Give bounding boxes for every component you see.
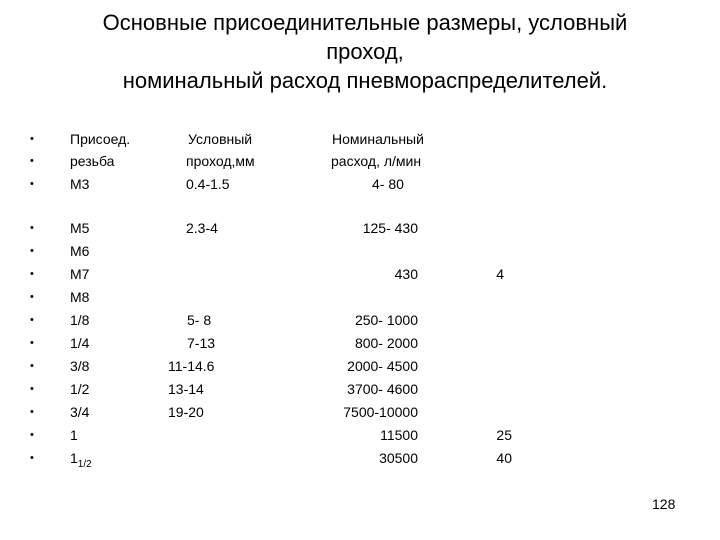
thread-size-cell: резьба — [70, 153, 115, 169]
nominal-bore-cell: 4 — [496, 266, 504, 282]
thread-size-cell: M5 — [70, 220, 90, 236]
thread-size-cell: M8 — [70, 289, 90, 305]
page-number: 128 — [652, 496, 676, 512]
thread-size-cell: 1/2 — [70, 381, 90, 397]
nominal-flow-cell: 30500 — [379, 450, 418, 466]
nominal-bore-cell: 5- 8 — [187, 312, 212, 328]
nominal-flow-cell: расход, л/мин — [331, 153, 422, 169]
bullet-icon: • — [30, 133, 34, 145]
thread-size-cell: M3 — [70, 176, 90, 192]
list-item — [0, 263, 720, 285]
thread-size-subscript: 1/2 — [77, 459, 92, 470]
nominal-flow-cell: 11500 — [380, 427, 418, 443]
nominal-flow-cell: 2000- 4500 — [347, 358, 418, 374]
bullet-icon: • — [30, 222, 34, 234]
list-item — [0, 240, 720, 262]
list-item — [0, 286, 720, 308]
bullet-icon: • — [30, 429, 34, 441]
nominal-bore-cell: проход,мм — [186, 153, 255, 169]
list-item — [0, 173, 720, 195]
list-item — [0, 401, 720, 423]
list-item — [0, 332, 720, 354]
bullet-icon: • — [30, 452, 34, 464]
nominal-flow-cell: 3700- 4600 — [347, 381, 418, 397]
nominal-flow-cell: 7500-10000 — [343, 404, 418, 420]
bullet-icon: • — [30, 178, 34, 190]
nominal-bore-cell: 11-14.6 — [168, 358, 215, 374]
list-item — [0, 217, 720, 239]
thread-size-cell: 1/8 — [70, 312, 90, 328]
nominal-bore-cell: 13-14 — [168, 381, 204, 397]
title-line-1: Основные присоединительные размеры, условный — [102, 10, 628, 35]
nominal-flow-cell: 800- 2000 — [354, 335, 418, 351]
thread-size-cell: 1/4 — [70, 335, 90, 351]
nominal-flow-cell: 250- 1000 — [354, 312, 418, 328]
bullet-icon: • — [30, 291, 34, 303]
list-item — [0, 309, 720, 331]
nominal-bore-cell: 7-13 — [187, 335, 216, 351]
list-item — [0, 378, 720, 400]
list-item — [0, 128, 720, 150]
list-item — [0, 424, 720, 446]
title-line-3: номинальный расход пневмораспределителей. — [122, 68, 608, 93]
nominal-bore-cell: 19-20 — [168, 404, 204, 420]
bullet-icon: • — [30, 155, 34, 167]
thread-size-cell: M6 — [70, 243, 90, 259]
list-item — [0, 447, 720, 469]
nominal-bore-cell: 25 — [496, 427, 512, 443]
bullet-icon: • — [30, 245, 34, 257]
thread-size-cell: 1 — [70, 427, 78, 443]
bullet-icon: • — [30, 383, 34, 395]
list-item — [0, 150, 720, 172]
nominal-flow-cell: 125- 430 — [362, 220, 418, 236]
slide-title — [40, 8, 690, 95]
nominal-bore-cell: 40 — [496, 450, 512, 466]
thread-size-cell: 3/8 — [70, 358, 90, 374]
thread-size-cell: $1_{1/2}$ — [70, 450, 92, 470]
nominal-bore-cell: Условный — [188, 131, 253, 147]
bullet-icon: • — [30, 337, 34, 349]
title-line-2: проход, — [326, 39, 404, 64]
bullet-icon: • — [30, 314, 34, 326]
nominal-bore-cell: 0.4-1.5 — [186, 176, 230, 192]
thread-size-cell: 3/4 — [70, 404, 90, 420]
bullet-icon: • — [30, 268, 34, 280]
thread-size-cell: Присоед. — [70, 131, 131, 147]
bullet-icon: • — [30, 406, 34, 418]
nominal-flow-cell: Номинальный — [332, 131, 424, 147]
bullet-icon: • — [30, 360, 34, 372]
nominal-flow-cell: 430 — [394, 266, 418, 282]
nominal-flow-cell: 4- 80 — [372, 176, 404, 192]
nominal-bore-cell: 2.3-4 — [186, 220, 218, 236]
thread-size-cell: M7 — [70, 266, 90, 282]
list-item — [0, 355, 720, 377]
